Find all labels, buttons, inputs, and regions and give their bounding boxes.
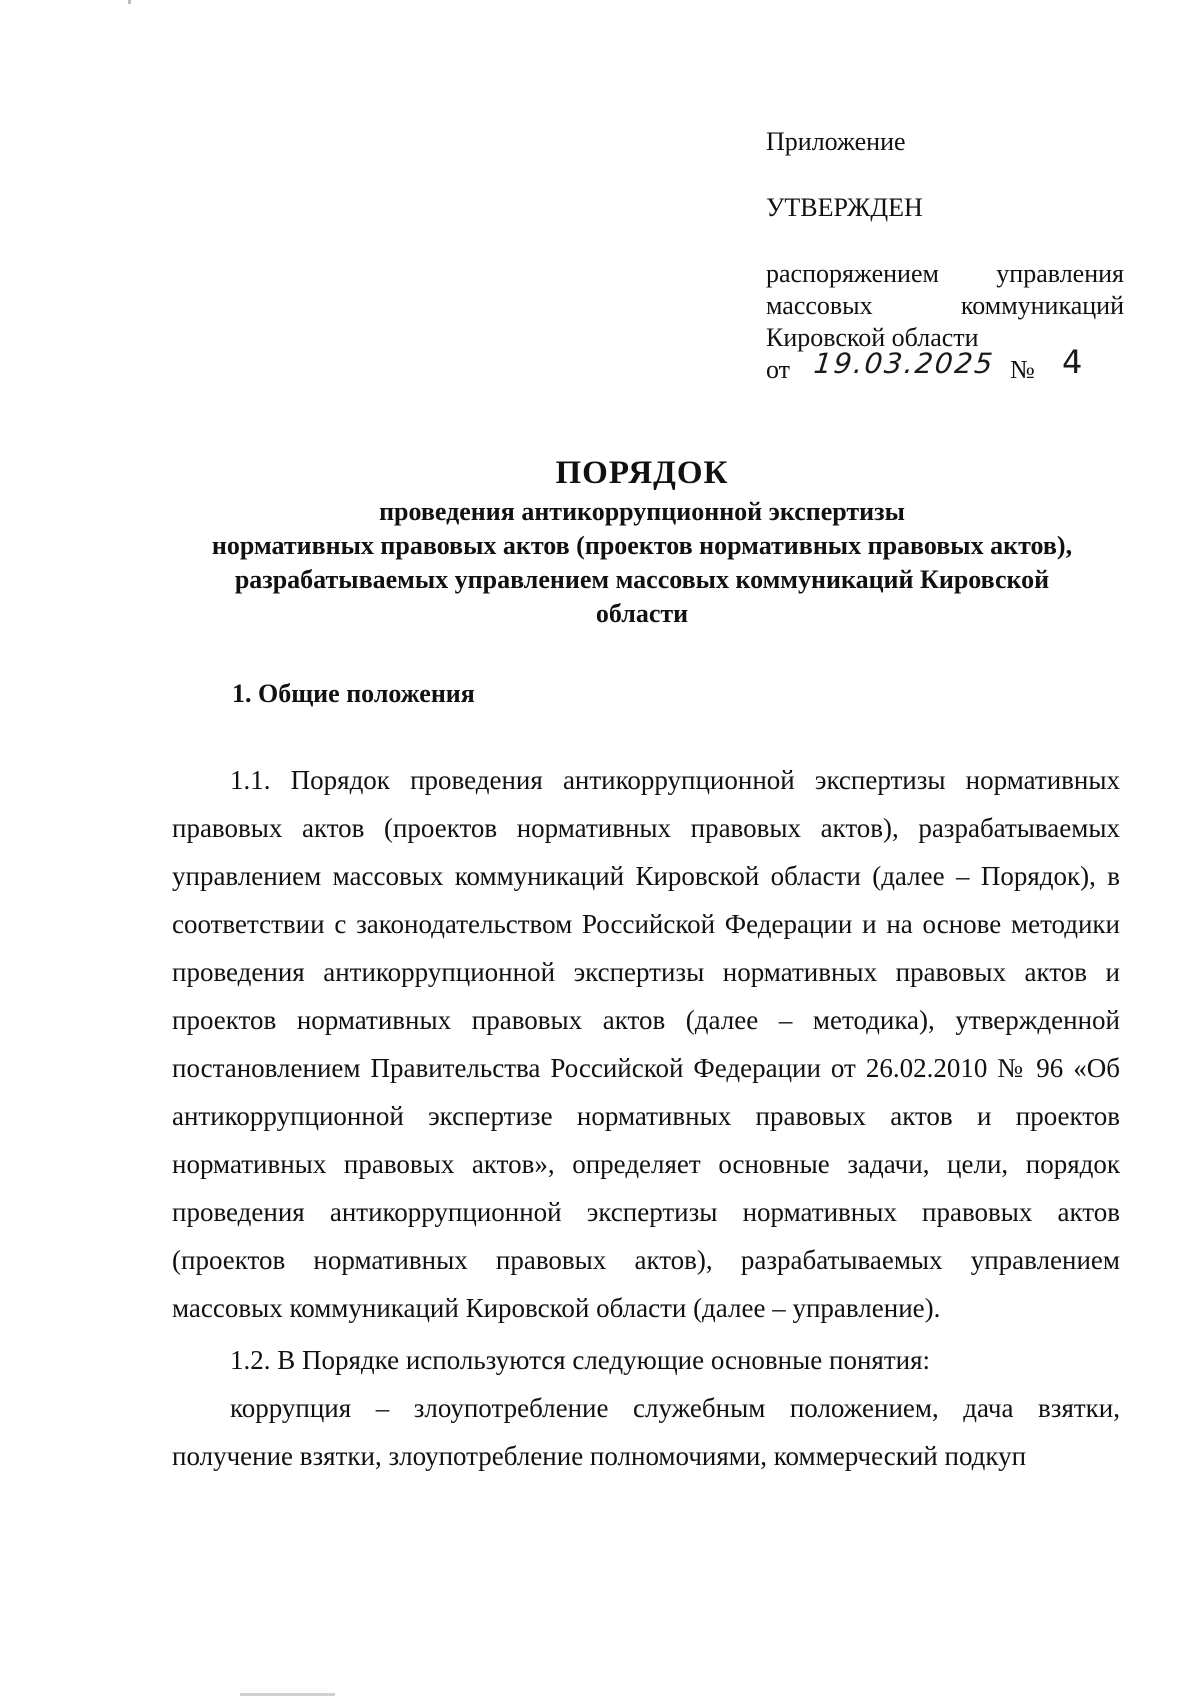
- number-sign: №: [1010, 355, 1035, 384]
- body-text: [172, 756, 1120, 1480]
- issuer-line-1: распоряжением управления: [766, 259, 1124, 288]
- appendix-label: Приложение: [766, 127, 906, 156]
- scan-artifact: [240, 1693, 335, 1696]
- handwritten-number: 4: [1062, 343, 1083, 381]
- subtitle-line-3: разрабатываемых управлением массовых коммуникаций Кировской: [234, 565, 1050, 594]
- date-number-line: [766, 343, 1124, 394]
- document-title-block: [160, 452, 1124, 630]
- scan-artifact: [128, 0, 131, 4]
- paragraph-1-1: 1.1. Порядок проведения антикоррупционной экспертизы нормативных правовых актов (проектов нормативных правовых актов), разрабатываемых управлением массовых коммуникаций Кировской области (далее – Порядок), в соответствии с законодательством Российской Федерации и на основе методики проведения антикоррупционной экспертизы нормативных правовых актов и проектов нормативных правовых актов (далее – методика), утвержденной постановлением Правительства Российской Федерации от 26.02.2010 № 96 «Об антикоррупционной экспертизе нормативных правовых актов и проектов нормативных правовых актов», определяет основные задачи, цели, порядок проведения антикоррупционной экспертизы нормативных правовых актов (проектов нормативных правовых актов), разрабатываемых управлением массовых коммуникаций Кировской области (далее – управление).: [172, 765, 1120, 1323]
- subtitle-line-2: нормативных правовых актов (проектов нормативных правовых актов),: [211, 531, 1073, 560]
- section-heading: 1. Общие положения: [232, 679, 475, 708]
- document-title: ПОРЯДОК: [555, 455, 729, 491]
- issuer-line-3: Кировской области: [766, 323, 979, 352]
- subtitle-line-1: проведения антикоррупционной экспертизы: [379, 497, 905, 526]
- date-prefix: от: [766, 355, 791, 384]
- paragraph-1-2: 1.2. В Порядке используются следующие основные понятия:: [230, 1345, 930, 1375]
- approved-label: УТВЕРЖДЕН: [766, 193, 923, 222]
- handwritten-date: 19.03.2025: [812, 347, 997, 380]
- paragraph-corruption-definition: коррупция – злоупотребление служебным положением, дача взятки, получение взятки, злоупотребление полномочиями, коммерческий подкуп: [172, 1393, 1120, 1471]
- subtitle-line-4: области: [595, 599, 689, 628]
- issuer-line-2: массовых коммуникаций: [766, 291, 1124, 320]
